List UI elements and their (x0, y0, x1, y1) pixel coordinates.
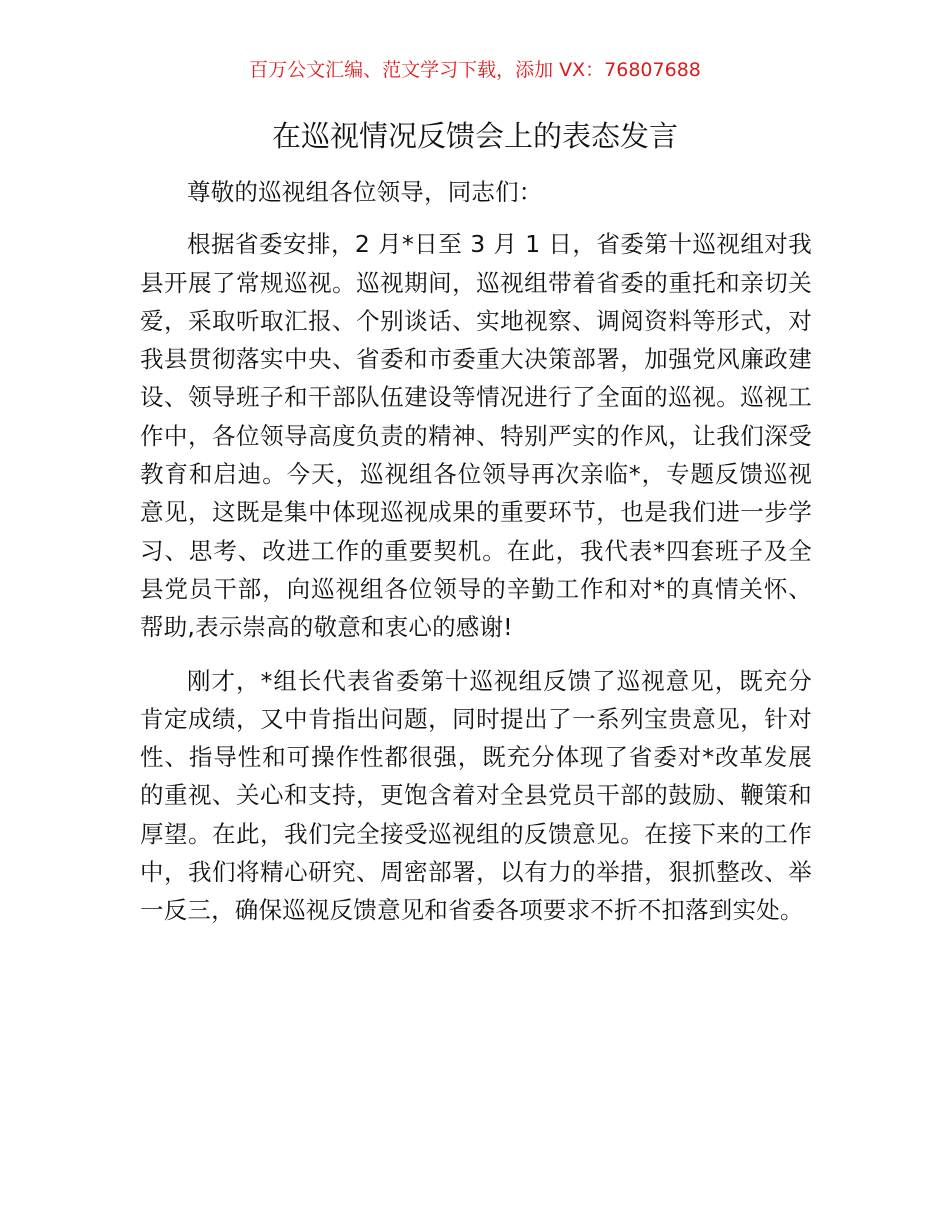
paragraph-2: 刚才，*组长代表省委第十巡视组反馈了巡视意见，既充分肯定成绩，又中肯指出问题，同时提出了一系列宝贵意见，针对性、指导性和可操作性都很强，既充分体现了省委对*改革发展的重视、关心和支持，更饱含着对全县党员干部的鼓励、鞭策和厚望。在此，我们完全接受巡视组的反馈意见。在接下来的工作中，我们将精心研究、周密部署，以有力的举措，狠抓整改、举一反三，确保巡视反馈意见和省委各项要求不折不扣落到实处。 (140, 666, 812, 925)
header-banner: 百万公文汇编、范文学习下载，添加 VX：76807688 (249, 59, 701, 81)
salutation: 尊敬的巡视组各位领导，同志们： (187, 178, 543, 206)
paragraph-1: 根据省委安排，2 月*日至 3 月 1 日，省委第十巡视组对我县开展了常规巡视。巡视期间，巡视组带着省委的重托和亲切关爱，采取听取汇报、个别谈话、实地视察、调阅资料等形式，对我县贯彻落实中央、省委和市委重大决策部署，加强党风廉政建设、领导班子和干部队伍建设等情况进行了全面的巡视。巡视工作中，各位领导高度负责的精神、特别严实的作风，让我们深受教育和启迪。今天，巡视组各位领导再次亲临*，专题反馈巡视意见，这既是集中体现巡视成果的重要环节，也是我们进一步学习、思考、改进工作的重要契机。在此，我代表*四套班子及全县党员干部，向巡视组各位领导的辛勤工作和对*的真情关怀、帮助,表示崇高的敬意和衷心的感谢! (140, 230, 812, 642)
document-body (140, 173, 812, 930)
document-title: 在巡视情况反馈会上的表态发言 (271, 119, 678, 153)
